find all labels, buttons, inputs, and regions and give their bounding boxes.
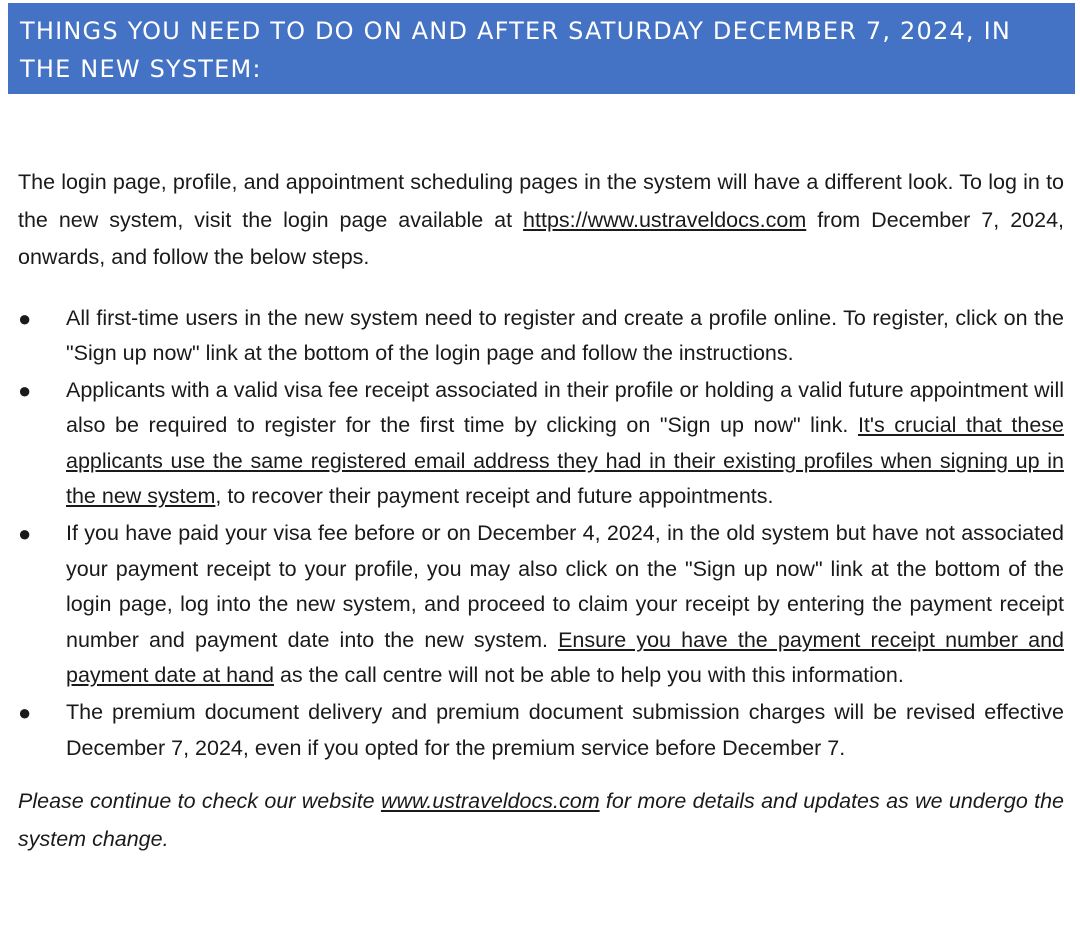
step-text-end: , to recover their payment receipt and future appointments. bbox=[215, 484, 774, 509]
intro-paragraph bbox=[18, 164, 1064, 277]
step-item-claim-receipt bbox=[18, 516, 1064, 694]
footer-note bbox=[18, 782, 1064, 858]
step-text-emphasis: It's crucial that these applicants use the same registered email address they had in their existing profiles when signing up in the new system bbox=[66, 413, 1064, 509]
main-content bbox=[18, 164, 1064, 858]
section-title: THINGS YOU NEED TO DO ON AND AFTER SATURDAY DECEMBER 7, 2024, IN THE NEW SYSTEM: bbox=[20, 17, 1012, 83]
intro-text-end: from December 7, 2024, onwards, and follow the below steps. bbox=[18, 207, 1064, 269]
bullet-icon: ● bbox=[18, 305, 32, 331]
step-text-emphasis: Ensure you have the payment receipt number and payment date at hand bbox=[66, 627, 1064, 688]
bullet-icon: ● bbox=[18, 521, 32, 547]
step-text-start: If you have paid your visa fee before or on December 4, 2024, in the old system but have not associated your payment receipt to your profile, you may also click on the "Sign up now" link at the bottom of the login page, log into the new system, and proceed to claim your receipt by entering the payment receipt number and payment date into the new system. bbox=[66, 521, 1064, 652]
step-item-premium-charges bbox=[18, 695, 1064, 766]
ustraveldocs-website-link[interactable]: www.ustraveldocs.com bbox=[380, 789, 600, 814]
ustraveldocs-login-link[interactable]: https://www.ustraveldocs.com bbox=[523, 207, 807, 232]
step-text: The premium document delivery and premium document submission charges will be revised effective December 7, 2024, even if you opted for the premium service before December 7. bbox=[66, 700, 1064, 760]
step-text-end: as the call centre will not be able to help you with this information. bbox=[274, 663, 904, 688]
step-text-start: Applicants with a valid visa fee receipt associated in their profile or holding a valid future appointment will also be required to register for the first time by clicking on "Sign up now" link. bbox=[66, 377, 1064, 438]
intro-text-start: The login page, profile, and appointment scheduling pages in the system will have a different look. To log in to the new system, visit the login page available at bbox=[18, 170, 1064, 232]
footer-text-start: Please continue to check our website bbox=[18, 789, 381, 814]
footer-text-end: for more details and updates as we undergo the system change. bbox=[18, 789, 1064, 852]
steps-list bbox=[18, 301, 1064, 767]
bullet-icon: ● bbox=[18, 700, 32, 726]
bullet-icon: ● bbox=[18, 377, 32, 403]
step-item-existing-applicants bbox=[18, 373, 1064, 515]
section-header-banner bbox=[8, 3, 1075, 94]
step-text: All first-time users in the new system need to register and create a profile online. To register, click on the "Sign up now" link at the bottom of the login page and follow the instructions. bbox=[66, 305, 1064, 366]
step-item-register bbox=[18, 301, 1064, 372]
